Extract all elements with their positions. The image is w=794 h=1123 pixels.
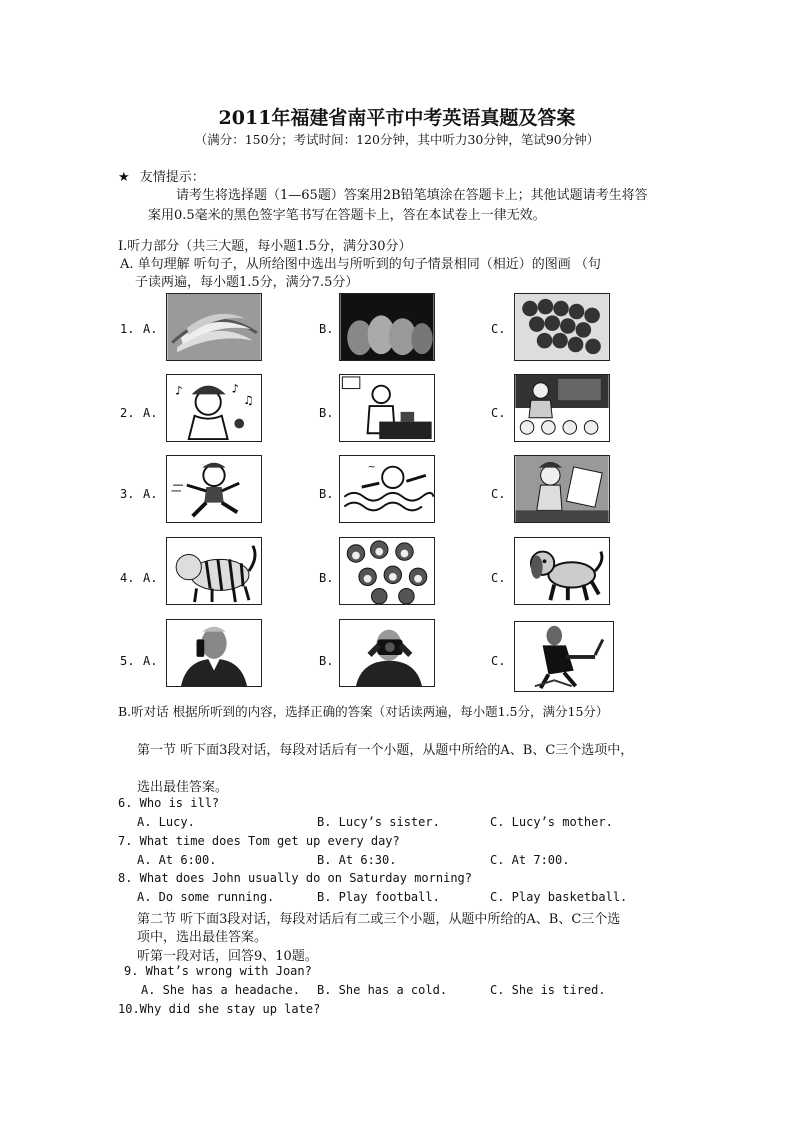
row-5-number: 5. [120,654,135,668]
star-icon: ★ [118,170,130,185]
teacher-drawing-icon [514,374,610,442]
row-4-option-c: C. [491,571,506,585]
runner-drawing-icon [166,455,262,523]
row-2-number: 2. [120,406,135,420]
man-laptop-photo-icon [514,621,614,692]
painter-drawing-icon [514,455,610,523]
row-1-option-a: A. [143,322,158,336]
doctor-drawing-icon [339,374,435,442]
svg-text:♪: ♪ [231,381,239,396]
question-8-option-b: B. Play football. [317,890,440,904]
partB-section1-line-2: 选出最佳答案。 [137,780,229,795]
question-8-option-a: A. Do some running. [137,890,275,904]
page-title: 2011年福建省南平市中考英语真题及答案 [218,107,576,129]
row-4-option-b: B. [319,571,334,585]
svg-text:~: ~ [367,461,376,473]
man-camera-photo-icon [339,619,435,687]
monkeys-drawing-icon [339,537,435,605]
row-3-option-b: B. [319,487,334,501]
part1-heading: I.听力部分（共三大题，每小题1.5分，满分30分） [118,239,412,254]
question-9-option-c: C. She is tired. [490,983,606,997]
bananas-photo-icon [166,293,262,361]
swimmer-drawing-icon [339,455,435,523]
man-phone-photo-icon [166,619,262,687]
row-5-option-a: A. [143,654,158,668]
row-3-number: 3. [120,487,135,501]
question-6-option-c: C. Lucy’s mother. [490,815,613,829]
question-9: 9. What’s wrong with Joan? [124,964,312,978]
question-10: 10.Why did she stay up late? [118,1002,321,1016]
question-7-option-c: C. At 7:00. [490,853,570,867]
row-3-option-a: A. [143,487,158,501]
part1-a-line-1: A. 单句理解 听句子，从所给图中选出与所听到的句子情景相同（相近）的图画 （句 [120,257,601,272]
row-2-option-a: A. [143,406,158,420]
question-8: 8. What does John usually do on Saturday morning? [118,871,473,885]
question-7-option-b: B. At 6:30. [317,853,397,867]
tiger-drawing-icon [166,537,262,605]
partB-heading: B.听对话 根据所听到的内容，选择正确的答案（对话读两遍，每小题1.5分，满分15分） [118,704,609,719]
section2-line-3: 听第一段对话，回答9、10题。 [137,949,318,964]
row-2-option-b: B. [319,406,334,420]
question-9-option-b: B. She has a cold. [317,983,448,997]
tips-line-2: 案用0.5毫米的黑色签字笔书写在答题卡上，答在本试卷上一律无效。 [148,208,546,223]
row-1-option-b: B. [319,322,334,336]
question-7: 7. What time does Tom get up every day? [118,834,400,848]
row-5-option-c: C. [491,654,506,668]
dog-drawing-icon [514,537,610,605]
svg-text:♫: ♫ [243,393,254,408]
row-1-option-c: C. [491,322,506,336]
tips-heading: 友情提示： [139,170,205,185]
pears-photo-icon [339,293,435,361]
row-5-option-b: B. [319,654,334,668]
question-6: 6. Who is ill? [118,796,220,810]
question-8-option-c: C. Play basketball. [490,890,628,904]
row-4-option-a: A. [143,571,158,585]
question-6-option-a: A. Lucy. [137,815,195,829]
row-4-number: 4. [120,571,135,585]
question-9-option-a: A. She has a headache. [141,983,300,997]
tips-line-1: 请考生将选择题（1—65题）答案用2B铅笔填涂在答题卡上；其他试题请考生将答 [176,188,648,203]
svg-text:♪: ♪ [175,383,183,398]
part1-a-line-2: 子读两遍，每小题1.5分，满分7.5分） [135,275,359,290]
page-subtitle: （满分：150分；考试时间：120分钟，其中听力30分钟，笔试90分钟） [194,132,600,147]
partB-section1-line-1: 第一节 听下面3段对话，每段对话后有一个小题，从题中所给的A、B、C三个选项中， [137,743,634,758]
section2-line-1: 第二节 听下面3段对话，每段对话后有二或三个小题，从题中所给的A、B、C三个选 [137,912,621,927]
row-1-number: 1. [120,322,135,336]
question-7-option-a: A. At 6:00. [137,853,217,867]
grapes-photo-icon [514,293,610,361]
row-2-option-c: C. [491,406,506,420]
question-6-option-b: B. Lucy’s sister. [317,815,440,829]
section2-line-2: 项中，选出最佳答案。 [137,930,268,945]
tips-heading-row [118,166,205,185]
singer-drawing-icon [166,374,262,442]
row-3-option-c: C. [491,487,506,501]
